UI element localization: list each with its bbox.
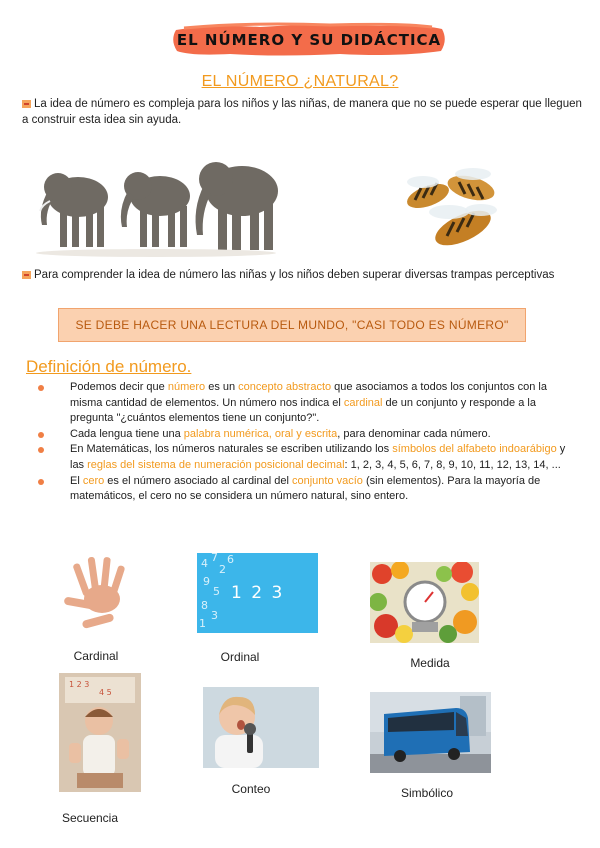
elephants-photo [20, 139, 292, 262]
bullet-dot-icon [38, 385, 44, 391]
definition-title: Definición de número. [26, 357, 192, 376]
bus-photo [370, 692, 491, 773]
fruits-scale-photo [370, 562, 479, 643]
svg-text:1 2 3: 1 2 3 [69, 680, 90, 689]
keyword: conjunto vacío [291, 474, 363, 487]
svg-text:3: 3 [211, 609, 218, 622]
keyword: cero [82, 474, 105, 487]
keyword: cardinal [343, 396, 383, 409]
caption-medida: Medida [410, 656, 450, 670]
section-subtitle: EL NÚMERO ¿NATURAL? [201, 73, 399, 90]
svg-text:5: 5 [213, 585, 220, 598]
title-banner [170, 22, 448, 58]
ordinal-digits: 1 2 3 [231, 583, 285, 603]
svg-text:1: 1 [199, 617, 206, 630]
definition-list [38, 380, 578, 505]
caption-ordinal: Ordinal [220, 650, 260, 664]
intro-text-2: Para comprender la idea de número las niñas y los niños deben superar diversas trampas perceptivas [34, 269, 555, 281]
intro-paragraph-1 [22, 97, 582, 128]
bees-photo [353, 138, 557, 264]
square-bullet-icon [22, 100, 31, 108]
intro-paragraph-2 [22, 268, 582, 284]
list-item: En Matemáticas, los números naturales se escriben utilizando los símbolos del alfabeto indoarábigo y las reglas del sistema de numeración posicional decimal: 1, 2, 3, 4, 5, 6, 7, 8, 9, 10, 11, 12, 13, 14, ... [38, 442, 578, 473]
svg-text:8: 8 [201, 599, 208, 612]
numbers-photo [197, 553, 318, 633]
keyword: símbolos del alfabeto indoarábigo [392, 443, 557, 456]
list-item: El cero es el número asociado al cardinal del conjunto vacío (sin elementos). Para la mayoría de matemáticos, el cero no se considera un número natural, sino entero. [38, 474, 578, 505]
keyword: palabra numérica, oral y escrita [183, 427, 338, 440]
keyword: concepto abstracto [238, 381, 332, 393]
keyword: reglas del sistema de numeración posicional decimal [87, 458, 345, 471]
bullet-dot-icon [38, 447, 44, 453]
list-item: Cada lengua tiene una palabra numérica, oral y escrita, para denominar cada número. [38, 427, 578, 443]
caption-simbolico: Simbólico [400, 786, 454, 800]
svg-text:7: 7 [211, 553, 218, 564]
square-bullet-icon [22, 271, 31, 279]
svg-text:6: 6 [227, 553, 234, 566]
child-cake-photo [59, 673, 141, 792]
page-title: EL NÚMERO Y SU DIDÁCTICA [176, 31, 442, 49]
caption-conteo: Conteo [231, 782, 271, 796]
hand-counting-photo [62, 547, 134, 641]
caption-secuencia: Secuencia [61, 811, 119, 825]
bullet-dot-icon [38, 479, 44, 485]
bullet-dot-icon [38, 432, 44, 438]
keyword: número [167, 381, 206, 393]
child-microphone-photo [203, 687, 319, 768]
intro-text-1: La idea de número es compleja para los niños y las niñas, de manera que no se puede esperar que lleguen a construir esta idea sin ayuda. [22, 98, 582, 126]
svg-text:9: 9 [203, 575, 210, 588]
highlight-text: SE DEBE HACER UNA LECTURA DEL MUNDO, "CASI TODO ES NÚMERO" [75, 318, 509, 332]
highlight-box [58, 308, 526, 342]
list-item: Podemos decir que número es un concepto abstracto que asociamos a todos los conjuntos con la misma cantidad de elementos. Un número nos indica el cardinal de un conjunto y responde a la pregunta "¿cuántos elementos tiene un conjunto?". [38, 380, 578, 427]
svg-text:2: 2 [219, 563, 226, 576]
caption-cardinal: Cardinal [73, 649, 119, 663]
svg-text:4: 4 [201, 557, 208, 570]
svg-text:4 5: 4 5 [99, 688, 112, 697]
